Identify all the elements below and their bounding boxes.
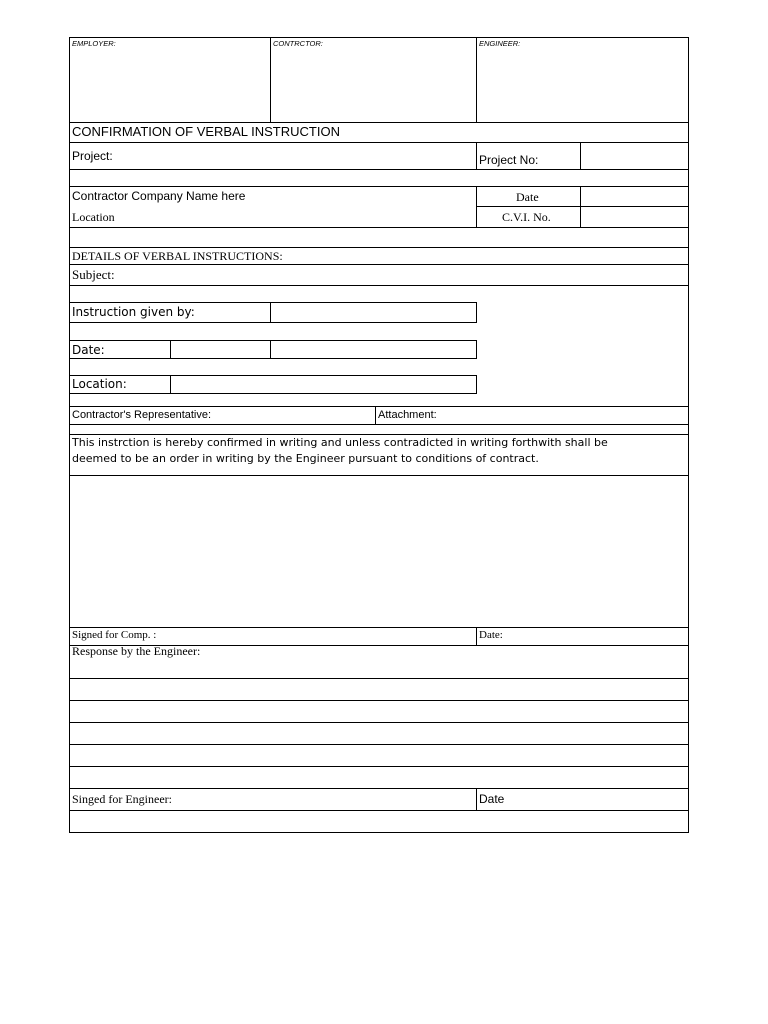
signed-engineer-label: Singed for Engineer: bbox=[72, 792, 172, 806]
response-label: Response by the Engineer: bbox=[72, 644, 201, 658]
instruction-location-label: Location: bbox=[72, 377, 127, 391]
date-field[interactable] bbox=[581, 187, 688, 206]
signed-comp-date-label: Date: bbox=[479, 629, 503, 641]
cvi-no-field[interactable] bbox=[581, 207, 688, 227]
company-name: Contractor Company Name here bbox=[72, 189, 246, 203]
instruction-given-by-label: Instruction given by: bbox=[72, 305, 195, 319]
confirmation-text-line2: deemed to be an order in writing by the Engineer pursuant to conditions of contract. bbox=[72, 452, 539, 465]
location-label: Location bbox=[72, 210, 115, 224]
cvi-label: C.V.I. No. bbox=[502, 210, 551, 224]
engineer-label: ENGINEER: bbox=[479, 39, 521, 48]
instruction-given-by-field[interactable] bbox=[271, 303, 476, 322]
date-label: Date bbox=[516, 190, 539, 204]
engineer-date-label: Date bbox=[479, 792, 505, 806]
employer-label: EMPLOYER: bbox=[72, 39, 116, 48]
attachment-field[interactable] bbox=[445, 407, 688, 424]
project-no-label: Project No: bbox=[479, 153, 539, 167]
contractor-field[interactable] bbox=[271, 50, 476, 122]
response-field[interactable] bbox=[70, 660, 688, 788]
instruction-details-area[interactable] bbox=[70, 476, 688, 627]
signed-comp-label: Signed for Comp. : bbox=[72, 629, 157, 641]
instruction-date-label: Date: bbox=[72, 343, 105, 357]
details-heading: DETAILS OF VERBAL INSTRUCTIONS: bbox=[72, 249, 283, 263]
instruction-date-extra-field[interactable] bbox=[271, 341, 476, 358]
subject-field[interactable] bbox=[125, 265, 688, 285]
subject-label: Subject: bbox=[72, 267, 115, 282]
engineer-field[interactable] bbox=[477, 50, 688, 122]
contractor-rep-label: Contractor's Representative: bbox=[72, 409, 212, 421]
project-no-field[interactable] bbox=[581, 143, 688, 169]
employer-field[interactable] bbox=[70, 50, 270, 122]
attachment-label: Attachment: bbox=[378, 409, 437, 421]
confirmation-text-line1: This instrction is hereby confirmed in writing and unless contradicted in writing forthwith shall be bbox=[72, 436, 608, 449]
project-field[interactable] bbox=[130, 143, 475, 169]
project-label: Project: bbox=[72, 149, 113, 163]
instruction-location-field[interactable] bbox=[171, 376, 476, 393]
instruction-date-field[interactable] bbox=[171, 341, 270, 358]
form-title: CONFIRMATION OF VERBAL INSTRUCTION bbox=[72, 124, 340, 139]
contractor-label: CONTRCTOR: bbox=[273, 39, 323, 48]
